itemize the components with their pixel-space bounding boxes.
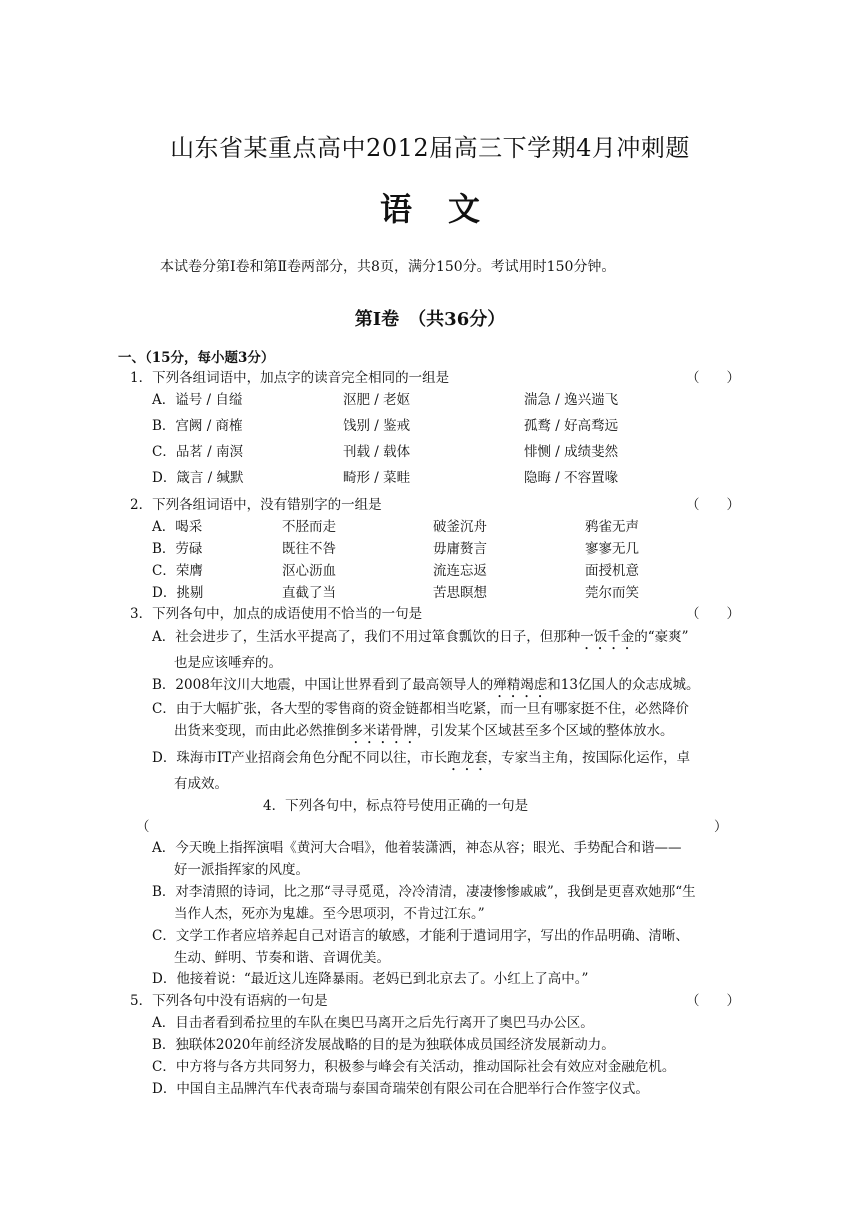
q1-option-d-col1: D．箴言 / 缄默 [152, 470, 244, 486]
volume-heading: 第Ⅰ卷 （共36分） [354, 309, 506, 330]
q1-option-b-col1: B．宫阙 / 商榷 [152, 418, 243, 434]
q3-option-c-line1: C．由于大幅扩张，各大型的零售商的资金链都相当吃紧，而一旦有哪家挺不住，必然降价 [152, 701, 689, 717]
q3-option-a-text1: A．社会进步了，生活水平提高了，我们不用过箪食瓢饮的日子，但那种 [152, 629, 581, 645]
q1-option-d-col3: 隐晦 / 不容置喙 [524, 470, 619, 486]
exam-title: 山东省某重点高中2012届高三下学期4月冲刺题 [170, 134, 690, 162]
q2-answer-paren[interactable]: （ ） [686, 497, 740, 513]
q4-option-a-line2: 好一派指挥家的风度。 [174, 862, 309, 878]
q1-option-b-col2: 饯别 / 鉴戒 [343, 418, 411, 434]
q4-option-a-line1: A．今天晚上指挥演唱《黄河大合唱》，他着装潇洒，神态从容；眼光、手势配合和谐—— [152, 840, 682, 856]
q4-paren-close[interactable]: ） [714, 819, 728, 835]
q1-option-c-col3: 悱恻 / 成绩斐然 [524, 444, 619, 460]
q5-option-b: B．独联体2020年前经济发展战略的目的是为独联体成员国经济发展新动力。 [152, 1037, 615, 1053]
q3-option-d-text2: ，专家当主角，按国际化运作，卓 [487, 750, 691, 766]
q3-option-b-text1: B．2008年汶川大地震，中国让世界看到了最高领导人的 [152, 677, 494, 693]
q2-stem: 2．下列各组词语中，没有错别字的一组是 [130, 497, 382, 513]
q2-option-c-col3: 流连忘返 [433, 563, 487, 579]
q2-option-a-col4: 鸦雀无声 [585, 519, 639, 535]
q4-stem: 4．下列各句中，标点符号使用正确的一句是 [263, 798, 529, 814]
q2-option-d-col4: 莞尔而笑 [585, 585, 639, 601]
q3-option-d-text1: D．珠海市IT产业招商会角色分配不同以往，市长 [152, 750, 448, 766]
q1-option-c-col1: C．品茗 / 南溟 [152, 444, 243, 460]
q5-option-d: D．中国自主品牌汽车代表奇瑞与泰国奇瑞荣创有限公司在合肥举行合作签字仪式。 [152, 1081, 649, 1097]
q1-option-a-col3: 湍急 / 逸兴遄飞 [524, 392, 619, 408]
q3-option-c-dotted-idiom: 多米诺骨牌 [349, 723, 417, 739]
q5-option-c: C．中方将与各方共同努力，积极参与峰会有关活动，推动国际社会有效应对金融危机。 [152, 1059, 676, 1075]
q1-answer-paren[interactable]: （ ） [686, 370, 740, 386]
q1-stem: 1．下列各组词语中，加点字的读音完全相同的一组是 [130, 370, 450, 386]
q2-option-b-col2: 既往不咎 [282, 541, 336, 557]
q3-option-b-dotted-idiom: 殚精竭虑 [493, 677, 548, 693]
exam-intro: 本试卷分第Ⅰ卷和第Ⅱ卷两部分，共8页，满分150分。考试用时150分钟。 [160, 259, 616, 275]
q2-option-c-col1: C．荣膺 [152, 563, 203, 579]
q3-option-a-text2: 的“豪爽” [634, 629, 689, 645]
q1-option-b-col3: 孤鹜 / 好高骛远 [524, 418, 619, 434]
q1-option-a-col2: 沤肥 / 老妪 [343, 392, 411, 408]
section-heading: 一、（15分，每小题3分） [118, 350, 275, 366]
q5-answer-paren[interactable]: （ ） [686, 993, 740, 1009]
q3-option-a-dotted-idiom: 一饭千金 [580, 629, 635, 645]
q3-option-a-line1 [152, 625, 689, 653]
q1-option-d-col2: 畸形 / 菜畦 [343, 470, 411, 486]
q3-option-d-dotted-idiom: 跑龙套 [447, 750, 488, 766]
q3-option-b-text2: 和13亿国人的众志成城。 [547, 677, 700, 693]
q3-option-c-line2 [174, 719, 674, 747]
q4-option-b-line2: 当作人杰，死亦为鬼雄。至今思项羽，不肯过江东。” [174, 906, 485, 922]
q2-option-b-col1: B．劳碌 [152, 541, 203, 557]
q3-option-c-text1: 出货来变现，而由此必然推倒 [174, 723, 350, 739]
q3-option-d-line2: 有成效。 [174, 776, 228, 792]
q2-option-d-col2: 直截了当 [282, 585, 336, 601]
q2-option-a-col2: 不胫而走 [282, 519, 336, 535]
q3-option-a-line2: 也是应该唾弃的。 [174, 655, 282, 671]
q5-stem: 5．下列各句中没有语病的一句是 [130, 993, 328, 1009]
q1-option-a-col1: A．谥号 / 自缢 [152, 392, 243, 408]
q2-option-b-col4: 寥寥无几 [585, 541, 639, 557]
subject-heading: 语文 [379, 190, 516, 228]
q5-option-a: A．目击者看到希拉里的车队在奥巴马离开之后先行离开了奥巴马办公区。 [152, 1015, 594, 1031]
q4-option-d-line1: D．他接着说：“最近这儿连降暴雨。老妈已到北京去了。小红上了高中。” [152, 971, 589, 987]
q2-option-b-col3: 毋庸赘言 [433, 541, 487, 557]
q3-option-c-text2: ，引发某个区域甚至多个区域的整体放水。 [417, 723, 674, 739]
q2-option-a-col3: 破釜沉舟 [433, 519, 487, 535]
q4-option-b-line1: B．对李清照的诗词，比之那“寻寻觅觅，冷冷清清，凄凄惨惨戚戚”，我倒是更喜欢她那“生 [152, 884, 696, 900]
q1-option-c-col2: 刊载 / 载体 [343, 444, 411, 460]
q2-option-d-col3: 苦思瞑想 [433, 585, 487, 601]
q3-option-d-line1 [152, 746, 690, 774]
q4-option-c-line1: C．文学工作者应培养起自己对语言的敏感，才能利于遣词用字，写出的作品明确、清晰、 [152, 928, 689, 944]
q2-option-c-col2: 沤心沥血 [282, 563, 336, 579]
q2-option-a-col1: A．喝采 [152, 519, 203, 535]
q2-option-c-col4: 面授机意 [585, 563, 639, 579]
q4-option-c-line2: 生动、鲜明、节奏和谐、音调优美。 [174, 950, 390, 966]
q2-option-d-col1: D．挑剔 [152, 585, 204, 601]
q3-stem: 3．下列各句中，加点的成语使用不恰当的一句是 [130, 606, 423, 622]
q3-answer-paren[interactable]: （ ） [686, 606, 740, 622]
q4-paren-open[interactable]: （ [136, 819, 150, 835]
